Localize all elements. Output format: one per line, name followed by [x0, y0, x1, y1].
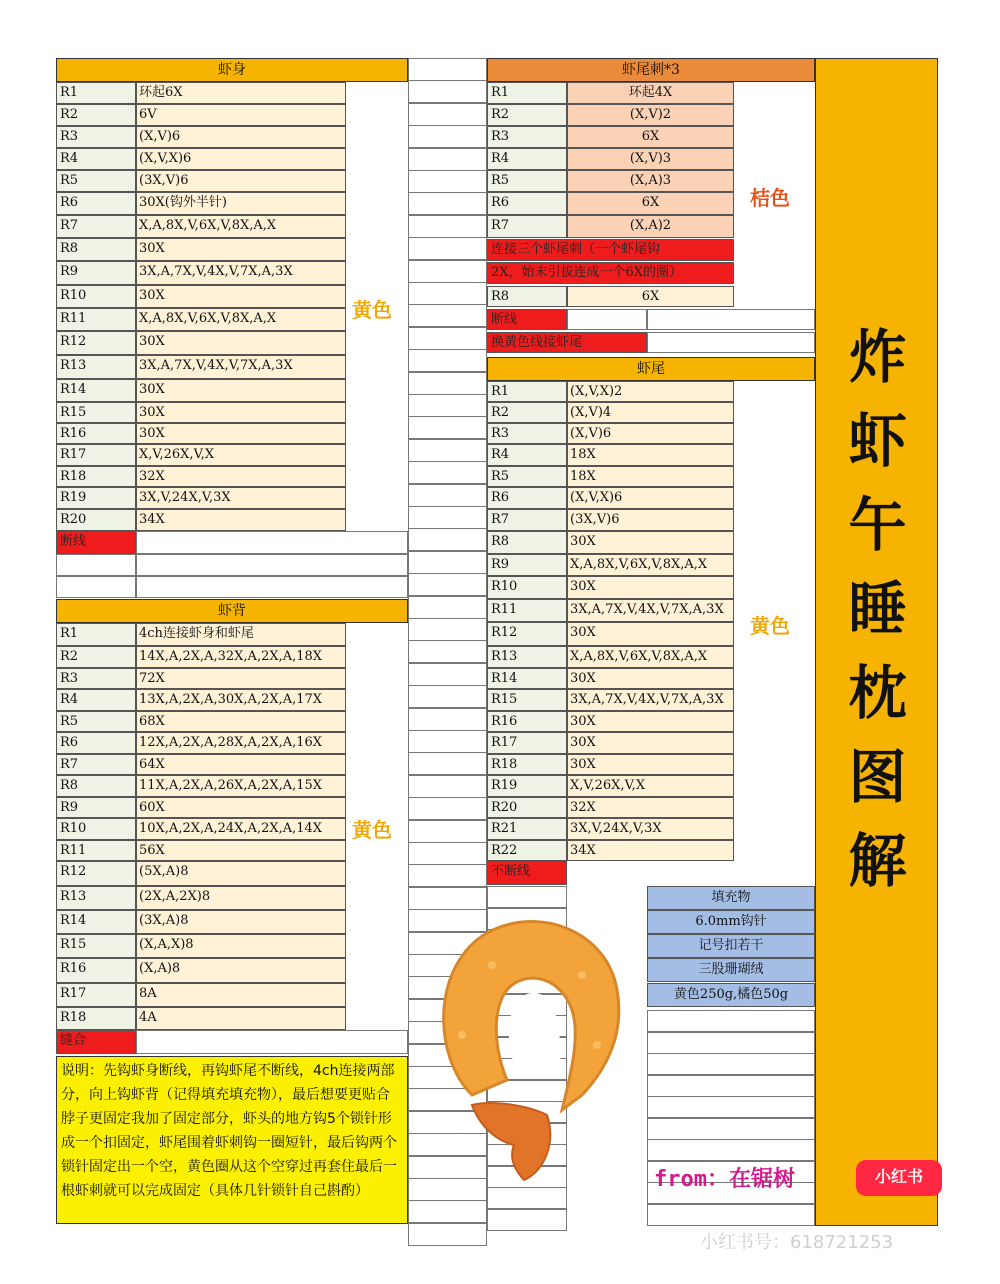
blank-cell	[647, 1075, 815, 1097]
pillow-inner	[509, 993, 560, 1065]
blank-cell	[408, 260, 487, 283]
tail-fan	[472, 1103, 550, 1180]
blank-cell	[136, 1030, 408, 1054]
row-value: 11X,A,2X,A,26X,A,2X,A,15X	[136, 775, 346, 797]
blank-cell	[647, 1032, 815, 1054]
row-value: 3X,V,24X,V,3X	[136, 487, 346, 509]
row-value: 30X(钩外半针)	[136, 192, 346, 215]
join-spikes-line1: 连接三个虾尾刺（一个虾尾钩	[487, 239, 734, 261]
title-char: 睡	[848, 575, 907, 643]
blank-cell	[487, 1187, 567, 1209]
row-value: 30X	[136, 402, 346, 423]
spike-r8-label: R8	[487, 286, 567, 307]
blank-cell	[647, 1204, 815, 1226]
row-label: R18	[487, 754, 567, 775]
back-section-header: 虾背	[56, 599, 408, 623]
row-label: R14	[56, 910, 136, 934]
row-label: R5	[487, 466, 567, 487]
row-label: R6	[56, 192, 136, 215]
row-value: 3X,A,7X,V,4X,V,7X,A,3X	[136, 261, 346, 285]
join-spikes-line2: 2X，始末引拔连成一个6X的圈）	[487, 262, 734, 284]
material-item: 记号扣若干	[647, 934, 815, 958]
row-label: R4	[487, 148, 567, 170]
row-label: R10	[56, 818, 136, 840]
material-item: 黄色250g,橘色50g	[647, 983, 815, 1007]
blank-cell	[408, 551, 487, 574]
texture-dot	[458, 1031, 466, 1039]
row-value: 30X	[567, 622, 734, 646]
row-label: R7	[487, 509, 567, 531]
credit-text: from：在锯树	[654, 1167, 795, 1192]
row-value: 3X,A,7X,V,4X,V,7X,A,3X	[567, 689, 734, 711]
title-column	[815, 58, 938, 1226]
blank-cell	[408, 484, 487, 507]
back-color-word: 黄色	[352, 818, 392, 842]
title-text	[816, 315, 939, 903]
blank-cell	[408, 1223, 487, 1246]
row-label: R13	[487, 646, 567, 668]
row-value: (X,A)3	[567, 170, 734, 192]
row-label: R19	[56, 487, 136, 509]
spike-r8-value: 6X	[567, 286, 734, 307]
row-label: R2	[487, 104, 567, 126]
row-value: (3X,V)6	[136, 170, 346, 192]
title-char: 午	[848, 491, 907, 559]
blank-cell	[408, 215, 487, 238]
row-value: (X,V,X)2	[567, 381, 734, 402]
row-value: 30X	[136, 379, 346, 402]
row-label: R9	[487, 554, 567, 576]
row-label: R13	[56, 355, 136, 379]
row-label: R5	[56, 711, 136, 732]
row-label: R7	[56, 754, 136, 775]
title-char: 枕	[848, 659, 907, 727]
blank-cell	[408, 708, 487, 731]
texture-dot	[578, 971, 586, 979]
row-value: (5X,A)8	[136, 861, 346, 886]
blank-cell	[136, 531, 408, 554]
row-label: R10	[487, 576, 567, 599]
row-label: R19	[487, 775, 567, 797]
row-value: X,V,26X,V,X	[136, 444, 346, 466]
row-label: R3	[487, 126, 567, 148]
row-value: (X,V)4	[567, 402, 734, 423]
blank-cell	[408, 304, 487, 327]
row-label: R18	[56, 466, 136, 487]
row-value: (X,V)3	[567, 148, 734, 170]
blank-cell	[408, 618, 487, 641]
title-char: 图	[848, 743, 907, 811]
row-value: 56X	[136, 840, 346, 861]
blank-cell	[408, 528, 487, 551]
row-value: (X,A)2	[567, 215, 734, 238]
blank-cell	[408, 797, 487, 820]
blank-cell	[408, 349, 487, 372]
end-label: 不断线	[487, 861, 567, 885]
row-label: R2	[487, 402, 567, 423]
row-value: 72X	[136, 668, 346, 689]
row-label: R21	[487, 818, 567, 840]
material-item: 填充物	[647, 886, 815, 910]
row-label: R17	[56, 983, 136, 1007]
row-label: R2	[56, 104, 136, 126]
row-value: 18X	[567, 466, 734, 487]
row-value: 6V	[136, 104, 346, 126]
row-label: R11	[56, 308, 136, 331]
row-value: 4A	[136, 1007, 346, 1030]
row-value: (X,V,X)6	[567, 487, 734, 509]
blank-cell	[408, 820, 487, 843]
row-label: R3	[56, 126, 136, 148]
row-label: R7	[487, 215, 567, 238]
row-label: R3	[487, 423, 567, 444]
row-label: R20	[56, 509, 136, 531]
row-label: R20	[487, 797, 567, 818]
blank-cell	[647, 1118, 815, 1140]
row-value: 32X	[567, 797, 734, 818]
blank-cell	[408, 506, 487, 529]
row-label: R1	[56, 623, 136, 646]
row-value: 环起6X	[136, 82, 346, 104]
blank-cell	[408, 461, 487, 484]
blank-cell	[408, 394, 487, 417]
row-label: R18	[56, 1007, 136, 1030]
row-value: 30X	[136, 423, 346, 444]
title-char: 炸	[848, 323, 907, 391]
end-label: 断线	[56, 531, 136, 554]
blank-cell	[408, 170, 487, 193]
row-label: R8	[56, 775, 136, 797]
row-label: R4	[487, 444, 567, 466]
blank-cell	[408, 103, 487, 126]
row-label: R15	[487, 689, 567, 711]
blank-cell	[408, 752, 487, 775]
blank-cell	[408, 775, 487, 798]
row-label: R9	[56, 261, 136, 285]
row-value: 68X	[136, 711, 346, 732]
blank-cell	[408, 416, 487, 439]
row-label: R13	[56, 886, 136, 910]
row-value: 8A	[136, 983, 346, 1007]
row-value: (X,V)2	[567, 104, 734, 126]
row-label: R7	[56, 215, 136, 238]
row-label: R10	[56, 285, 136, 308]
title-char: 虾	[848, 407, 907, 475]
row-value: (2X,A,2X)8	[136, 886, 346, 910]
row-value: 64X	[136, 754, 346, 775]
row-value: (X,V)6	[567, 423, 734, 444]
tail-spike-header: 虾尾刺*3	[487, 58, 815, 82]
row-label: R17	[487, 732, 567, 754]
row-label: R16	[56, 958, 136, 983]
blank-cell	[408, 730, 487, 753]
end-label: 缝合	[56, 1030, 136, 1054]
row-value: 30X	[136, 285, 346, 308]
row-value: 18X	[567, 444, 734, 466]
row-value: 6X	[567, 126, 734, 148]
row-value: (X,A,X)8	[136, 934, 346, 958]
row-value: 4ch连接虾身和虾尾	[136, 623, 346, 646]
row-label: R11	[487, 599, 567, 622]
blank-cell	[408, 148, 487, 171]
row-value: X,V,26X,V,X	[567, 775, 734, 797]
row-value: 30X	[567, 754, 734, 775]
row-value: 60X	[136, 797, 346, 818]
row-label: R1	[487, 82, 567, 104]
row-value: 3X,A,7X,V,4X,V,7X,A,3X	[136, 355, 346, 379]
row-label: R15	[56, 402, 136, 423]
row-label: R2	[56, 646, 136, 668]
tail-color-word: 黄色	[750, 614, 790, 638]
blank-cell	[647, 1139, 815, 1161]
row-value: 30X	[567, 732, 734, 754]
row-label: R17	[56, 444, 136, 466]
row-label: R1	[56, 82, 136, 104]
row-label: R3	[56, 668, 136, 689]
blank-cell	[408, 1200, 487, 1223]
row-value: 12X,A,2X,A,28X,A,2X,A,16X	[136, 732, 346, 754]
tail-spike-color-word: 桔色	[750, 186, 790, 210]
texture-dot	[488, 961, 496, 969]
body-color-word: 黄色	[352, 298, 392, 322]
row-value: X,A,8X,V,6X,V,8X,A,X	[567, 554, 734, 576]
blank-cell	[647, 1096, 815, 1118]
row-label: R16	[56, 423, 136, 444]
row-label: R4	[56, 689, 136, 711]
row-value: X,A,8X,V,6X,V,8X,A,X	[567, 646, 734, 668]
row-value: 环起4X	[567, 82, 734, 104]
row-value: X,A,8X,V,6X,V,8X,A,X	[136, 215, 346, 238]
blank-cell	[408, 80, 487, 103]
row-value: 14X,A,2X,A,32X,A,2X,A,18X	[136, 646, 346, 668]
row-label: R6	[487, 487, 567, 509]
row-value: X,A,8X,V,6X,V,8X,A,X	[136, 308, 346, 331]
blank-cell	[408, 573, 487, 596]
blank-cell	[56, 554, 136, 576]
row-label: R12	[487, 622, 567, 646]
row-label: R12	[56, 331, 136, 355]
row-value: 6X	[567, 192, 734, 215]
texture-dot	[593, 1041, 601, 1049]
blank-cell	[408, 372, 487, 395]
brand-badge: 小红书	[856, 1160, 942, 1196]
row-value: 30X	[567, 711, 734, 732]
row-value: 3X,A,7X,V,4X,V,7X,A,3X	[567, 599, 734, 622]
row-value: 30X	[567, 531, 734, 554]
blank-cell	[487, 1209, 567, 1231]
row-value: 30X	[567, 576, 734, 599]
blank-cell	[647, 1010, 815, 1032]
row-label: R4	[56, 148, 136, 170]
row-label: R14	[487, 668, 567, 689]
blank-cell	[408, 58, 487, 81]
row-label: R5	[56, 170, 136, 192]
row-label: R22	[487, 840, 567, 861]
row-value: (X,V,X)6	[136, 148, 346, 170]
row-value: 30X	[567, 668, 734, 689]
body-section-header: 虾身	[56, 58, 408, 82]
row-label: R16	[487, 711, 567, 732]
watermark-text: 小红书号：618721253	[700, 1232, 894, 1253]
row-value: 10X,A,2X,A,24X,A,2X,A,14X	[136, 818, 346, 840]
row-label: R8	[487, 531, 567, 554]
row-label: R15	[56, 934, 136, 958]
switch-yellow-label: 换黄色线接虾尾	[487, 332, 647, 353]
row-value: 34X	[136, 509, 346, 531]
row-label: R6	[487, 192, 567, 215]
blank-cell	[408, 125, 487, 148]
blank-cell	[647, 332, 815, 353]
instructions-note: 说明：先钩虾身断线，再钩虾尾不断线，4ch连接两部分，向上钩虾背（记得填充填充物），最后想要更贴合脖子更固定我加了固定部分，虾头的地方钩5个锁针形成一个扣固定，虾尾围着虾刺钩一圈短针，最后钩两个锁针固定出一个空，黄色圈从这个空穿过再套住最后一根虾刺就可以完成固定（具体几针锁针自己斟酌）	[56, 1056, 408, 1224]
row-value: (X,V)6	[136, 126, 346, 148]
row-value: 13X,A,2X,A,30X,A,2X,A,17X	[136, 689, 346, 711]
blank-cell	[408, 663, 487, 686]
blank-cell	[408, 640, 487, 663]
blank-cell	[408, 237, 487, 260]
material-item: 三股珊瑚绒	[647, 958, 815, 982]
blank-cell	[408, 282, 487, 305]
row-value: 30X	[136, 331, 346, 355]
row-value: (3X,A)8	[136, 910, 346, 934]
blank-cell	[408, 439, 487, 462]
blank-cell	[647, 1053, 815, 1075]
spike-cut-label: 断线	[487, 309, 567, 330]
blank-cell	[408, 596, 487, 619]
blank-cell	[567, 309, 647, 330]
blank-cell	[408, 192, 487, 215]
row-value: (X,A)8	[136, 958, 346, 983]
title-char: 解	[848, 827, 907, 895]
row-value: 3X,V,24X,V,3X	[567, 818, 734, 840]
row-label: R11	[56, 840, 136, 861]
row-value: 32X	[136, 466, 346, 487]
row-label: R1	[487, 381, 567, 402]
shrimp-pillow-photo	[432, 905, 632, 1185]
blank-cell	[408, 327, 487, 350]
row-value: 34X	[567, 840, 734, 861]
blank-cell	[136, 576, 408, 598]
blank-cell	[408, 685, 487, 708]
blank-cell	[408, 864, 487, 887]
row-label: R6	[56, 732, 136, 754]
blank-cell	[136, 554, 408, 576]
blank-cell	[647, 309, 815, 330]
row-value: (3X,V)6	[567, 509, 734, 531]
row-label: R14	[56, 379, 136, 402]
row-label: R9	[56, 797, 136, 818]
tail-section-header: 虾尾	[487, 357, 815, 381]
row-label: R8	[56, 238, 136, 261]
row-label: R5	[487, 170, 567, 192]
blank-cell	[56, 576, 136, 598]
material-item: 6.0mm钩针	[647, 910, 815, 934]
blank-cell	[408, 842, 487, 865]
row-label: R12	[56, 861, 136, 886]
row-value: 30X	[136, 238, 346, 261]
